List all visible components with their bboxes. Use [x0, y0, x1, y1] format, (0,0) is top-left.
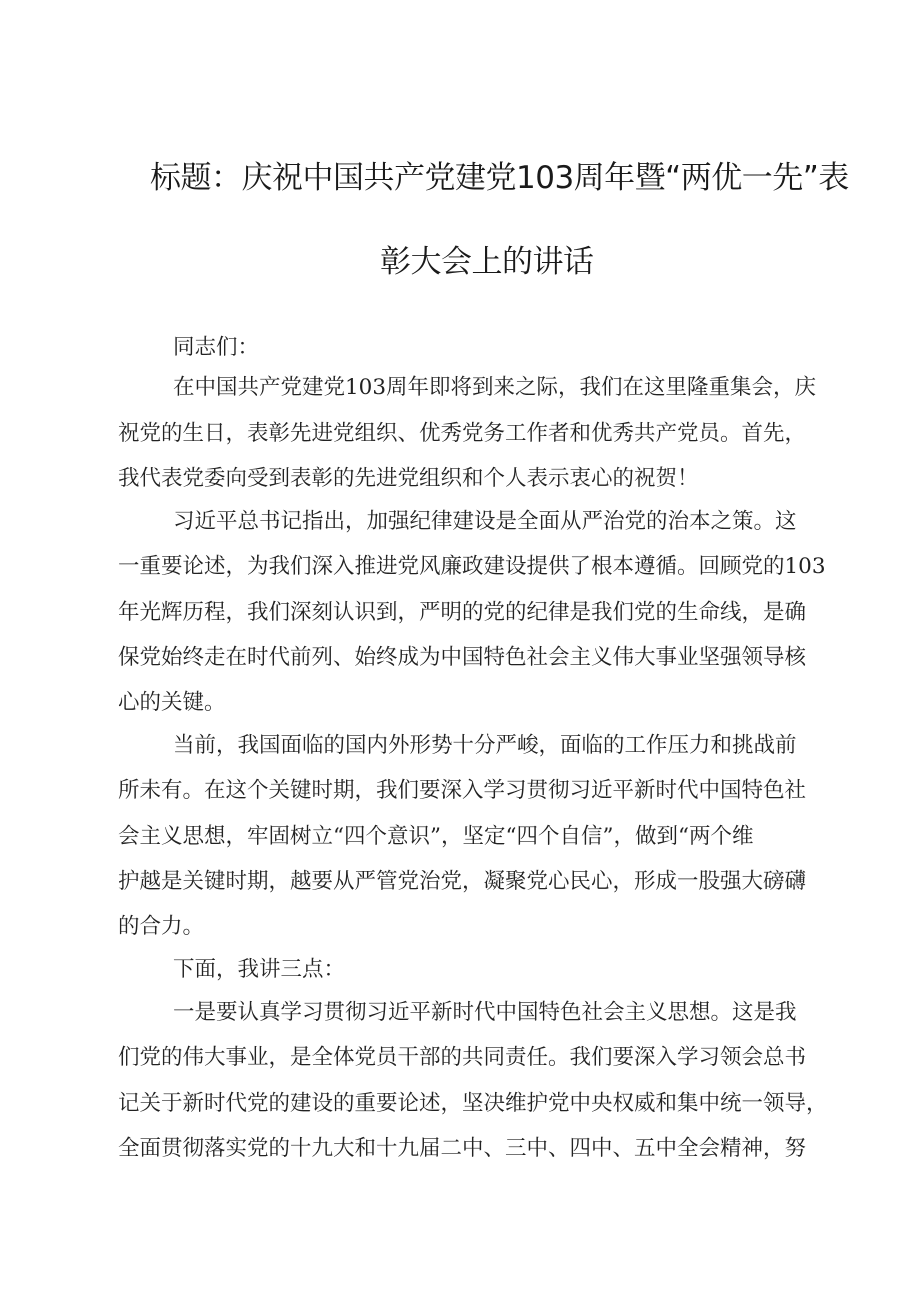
- paragraph-1-line-3: 我代表党委向受到表彰的先进党组织和个人表示衷心的祝贺！: [118, 466, 699, 491]
- paragraph-2-line-2: 一重要论述，为我们深入推进党风廉政建设提供了根本遵循。回顾党的103: [118, 554, 826, 579]
- paragraph-1-line-1: 在中国共产党建党103周年即将到来之际，我们在这里隆重集会，庆: [173, 375, 817, 400]
- paragraph-3-line-3: 会主义思想，牢固树立“四个意识”，坚定“四个自信”，做到“两个维: [118, 824, 754, 849]
- paragraph-5-line-2: 们党的伟大事业，是全体党员干部的共同责任。我们要深入学习领会总书: [118, 1045, 807, 1070]
- paragraph-3-line-5: 的合力。: [118, 914, 205, 939]
- document-title-line-2: 彰大会上的讲话: [380, 244, 594, 280]
- paragraph-4-line-1: 下面，我讲三点：: [173, 957, 346, 982]
- paragraph-2-line-3: 年光辉历程，我们深刻认识到，严明的党的纪律是我们党的生命线，是确: [118, 600, 807, 625]
- paragraph-3-line-4: 护越是关键时期，越要从严管党治党，凝聚党心民心，形成一股强大磅礴: [118, 869, 807, 894]
- paragraph-5-line-3: 记关于新时代党的建设的重要论述，坚决维护党中央权威和集中统一领导，: [118, 1091, 828, 1116]
- paragraph-3-line-2: 所未有。在这个关键时期，我们要深入学习贯彻习近平新时代中国特色社: [118, 778, 807, 803]
- paragraph-1-line-2: 祝党的生日，表彰先进党组织、优秀党务工作者和优秀共产党员。首先，: [118, 421, 807, 446]
- paragraph-5-line-4: 全面贯彻落实党的十九大和十九届二中、三中、四中、五中全会精神，努: [118, 1136, 807, 1161]
- paragraph-2-line-1: 习近平总书记指出，加强纪律建设是全面从严治党的治本之策。这: [173, 509, 797, 534]
- document-title-line-1: 标题：庆祝中国共产党建党103周年暨“两优一先”表: [150, 160, 849, 196]
- paragraph-2-line-4: 保党始终走在时代前列、始终成为中国特色社会主义伟大事业坚强领导核: [118, 645, 807, 670]
- salutation: 同志们：: [173, 335, 260, 360]
- paragraph-2-line-5: 心的关键。: [118, 690, 226, 715]
- paragraph-5-line-1: 一是要认真学习贯彻习近平新时代中国特色社会主义思想。这是我: [173, 1000, 797, 1025]
- paragraph-3-line-1: 当前，我国面临的国内外形势十分严峻，面临的工作压力和挑战前: [173, 733, 797, 758]
